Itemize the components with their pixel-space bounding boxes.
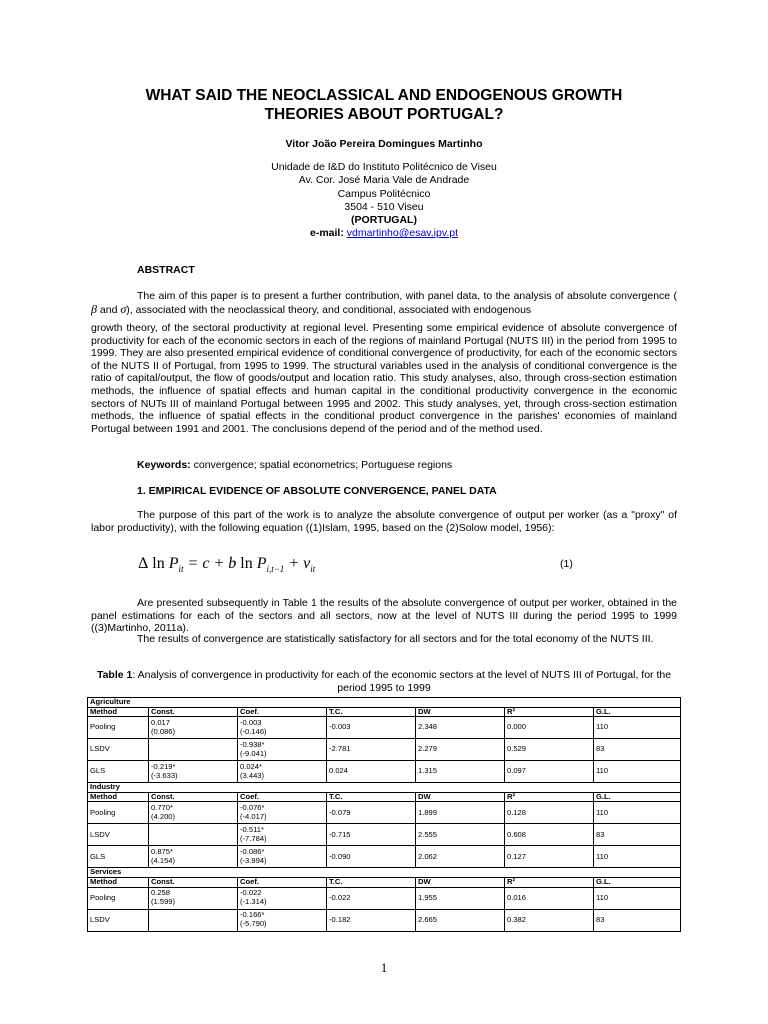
abstract-text-b: ), associated with the neoclassical theory, and conditional, associated with endogenous xyxy=(126,303,532,316)
table-cell: 0.875* (4.154) xyxy=(149,846,238,868)
results-table xyxy=(87,697,681,932)
table-cell: LSDV xyxy=(88,739,149,761)
table-cell: -0.022 xyxy=(327,887,416,909)
table-cell: -0.219* (-3.633) xyxy=(149,761,238,783)
table-cell xyxy=(149,824,238,846)
column-header: T.C. xyxy=(327,707,416,717)
table-cell: -0.086* (-3.994) xyxy=(238,846,327,868)
table-cell: 2.348 xyxy=(416,717,505,739)
author-name: Vitor João Pereira Domingues Martinho xyxy=(285,138,483,150)
table-cell: 110 xyxy=(594,846,681,868)
table-row xyxy=(88,887,681,909)
keywords-label: Keywords: xyxy=(137,459,191,471)
table-header-row xyxy=(88,877,681,887)
sector-name: Industry xyxy=(88,783,681,793)
table-sector-row xyxy=(88,698,681,708)
table-cell: 110 xyxy=(594,761,681,783)
table-cell: 110 xyxy=(594,717,681,739)
column-header: Method xyxy=(88,707,149,717)
table-header-row xyxy=(88,707,681,717)
table-cell: 0.016 xyxy=(505,887,594,909)
table-cell: 2.555 xyxy=(416,824,505,846)
table-cell: 2.062 xyxy=(416,846,505,868)
column-header: Method xyxy=(88,877,149,887)
table-cell: -0.182 xyxy=(327,909,416,931)
column-header: Coef. xyxy=(238,707,327,717)
affiliation-line: Campus Politécnico xyxy=(337,187,431,200)
table-cell: 110 xyxy=(594,887,681,909)
table-cell: 0.017 (0.086) xyxy=(149,717,238,739)
table-cell: GLS xyxy=(88,761,149,783)
table-row xyxy=(88,909,681,931)
column-header: Const. xyxy=(149,877,238,887)
table-cell xyxy=(149,739,238,761)
table-sector-row xyxy=(88,868,681,878)
column-header: T.C. xyxy=(327,792,416,802)
affiliation-line: Unidade de I&D do Instituto Politécnico de Viseu xyxy=(271,161,497,173)
abstract-and: and xyxy=(99,303,118,316)
table-cell: -0.715 xyxy=(327,824,416,846)
table-cell: LSDV xyxy=(88,909,149,931)
section1-para1: The purpose of this part of the work is to analyze the absolute convergence of output per worker (as a "proxy" of labor productivity), with the following equation ((1)Islam, 1995, based on the (2)Solow model, 1956): xyxy=(91,509,677,534)
table-cell: 0.258 (1.599) xyxy=(149,887,238,909)
table-cell: -2.781 xyxy=(327,739,416,761)
table-cell: 0.608 xyxy=(505,824,594,846)
affiliation-line: Av. Cor. José Maria Vale de Andrade xyxy=(298,174,470,187)
sector-name: Agriculture xyxy=(88,698,681,708)
keywords-text: convergence; spatial econometrics; Portuguese regions xyxy=(193,459,453,471)
table-cell: GLS xyxy=(88,846,149,868)
table-cell: 0.127 xyxy=(505,846,594,868)
section1-heading: 1. EMPIRICAL EVIDENCE OF ABSOLUTE CONVERGENCE, PANEL DATA xyxy=(137,485,497,497)
table-cell: -0.166* (-5.790) xyxy=(238,909,327,931)
column-header: G.L. xyxy=(594,707,681,717)
table-header-row xyxy=(88,792,681,802)
paper-title xyxy=(80,86,688,124)
column-header: DW xyxy=(416,792,505,802)
table-cell: 0.000 xyxy=(505,717,594,739)
affiliation-block xyxy=(80,161,688,241)
equation-number: (1) xyxy=(560,558,573,570)
table-cell: 2.665 xyxy=(416,909,505,931)
table-cell: -0.090 xyxy=(327,846,416,868)
email-link[interactable]: vdmartinho@esav.ipv.pt xyxy=(346,227,458,240)
table-cell: -0.938* (-9.041) xyxy=(238,739,327,761)
table1-caption-text: : Analysis of convergence in productivity for each of the economic sectors at the level of NUTS III of Portugal, for the period 1995 to 1999 xyxy=(132,669,672,694)
table-cell xyxy=(149,909,238,931)
table-cell: 0.382 xyxy=(505,909,594,931)
email-line xyxy=(80,227,688,240)
table-cell: -0.003 xyxy=(327,717,416,739)
table-cell: Pooling xyxy=(88,802,149,824)
column-header: R² xyxy=(505,707,594,717)
sector-name: Services xyxy=(88,868,681,878)
convergence-equation: Δ $\ln P_{it} = c + b$ $\ln P_{i,t-1} + v_{it}$ xyxy=(138,555,316,575)
table-cell: 1.955 xyxy=(416,887,505,909)
table-cell: 1.315 xyxy=(416,761,505,783)
table-row xyxy=(88,717,681,739)
table-cell: -0.003 (-0.146) xyxy=(238,717,327,739)
abstract-text-a: The aim of this paper is to present a further contribution, with panel data, to the analysis of absolute convergence ( xyxy=(137,290,677,302)
table-cell: 0.024* (3.443) xyxy=(238,761,327,783)
title-line-1: WHAT SAID THE NEOCLASSICAL AND ENDOGENOUS GROWTH xyxy=(145,87,623,104)
beta-symbol: β xyxy=(91,301,97,316)
table-row xyxy=(88,824,681,846)
email-label: e-mail: xyxy=(310,227,344,240)
column-header: Coef. xyxy=(238,792,327,802)
table-cell: 1.899 xyxy=(416,802,505,824)
table-cell: 83 xyxy=(594,909,681,931)
section1-para3: The results of convergence are statistically satisfactory for all sectors and for the total economy of the NUTS III. xyxy=(137,633,654,645)
column-header: R² xyxy=(505,877,594,887)
table-cell: -0.511* (-7.784) xyxy=(238,824,327,846)
table-cell: -0.076* (-4.017) xyxy=(238,802,327,824)
abstract-text-part1 xyxy=(91,290,677,316)
page-number: 1 xyxy=(380,960,388,975)
column-header: R² xyxy=(505,792,594,802)
abstract-heading: ABSTRACT xyxy=(137,264,195,276)
table-cell: 0.024 xyxy=(327,761,416,783)
column-header: DW xyxy=(416,707,505,717)
table-cell: 0.097 xyxy=(505,761,594,783)
table-cell: 0.128 xyxy=(505,802,594,824)
column-header: G.L. xyxy=(594,792,681,802)
column-header: Const. xyxy=(149,707,238,717)
affiliation-line: 3504 - 510 Viseu xyxy=(344,200,424,213)
table-cell: LSDV xyxy=(88,824,149,846)
table-sector-row xyxy=(88,783,681,793)
table-cell: 83 xyxy=(594,739,681,761)
table-cell: Pooling xyxy=(88,717,149,739)
table-row xyxy=(88,739,681,761)
table-cell: 2.279 xyxy=(416,739,505,761)
section1-para2: Are presented subsequently in Table 1 the results of the absolute convergence of output per worker, obtained in the panel estimations for each of the sectors and all sectors, now at the level of NUTS III during the period 1995 to 1999 ((3)Martinho, 2011a). xyxy=(91,597,677,635)
column-header: Coef. xyxy=(238,877,327,887)
table-row xyxy=(88,761,681,783)
table-cell: -0.079 xyxy=(327,802,416,824)
table-row xyxy=(88,802,681,824)
abstract-text-part2: growth theory, of the sectoral productivity at regional level. Presenting some empirical evidence of absolute convergence of productivity for each of the economic sectors in each of the regions of mainland Portugal (NUTS III) in the period from 1995 to 1999. They are also presented empirical evidence of conditional convergence of productivity, for each of the economic sectors of the NUTS II of Portugal, from 1995 to 1999. The structural variables used in the analysis of conditional convergence is the ratio of capital/output, the flow of goods/output and location ratio. This study analyses, also, through cross-section estimation methods, the influence of spatial effects and human capital in the conditional productivity convergence in the economic sectors of NUTs III of mainland Portugal between 1995 and 2002. This study analyses, yet, through cross-section estimation methods, the influence of spatial effects in the conditional product convergence in the parishes' economies of mainland Portugal between 1991 and 2001. The conclusions depend of the period and of the method used. xyxy=(91,322,677,435)
table-cell: 0.770* (4.200) xyxy=(149,802,238,824)
keywords-line xyxy=(137,459,677,472)
column-header: DW xyxy=(416,877,505,887)
column-header: Const. xyxy=(149,792,238,802)
column-header: G.L. xyxy=(594,877,681,887)
table-cell: -0.022 (-1.314) xyxy=(238,887,327,909)
table-row xyxy=(88,846,681,868)
table-cell: Pooling xyxy=(88,887,149,909)
affiliation-country: (PORTUGAL) xyxy=(351,214,417,227)
table-cell: 0.529 xyxy=(505,739,594,761)
column-header: T.C. xyxy=(327,877,416,887)
table-cell: 83 xyxy=(594,824,681,846)
table1-label: Table 1 xyxy=(96,669,133,681)
title-line-2: THEORIES ABOUT PORTUGAL? xyxy=(264,106,504,123)
sigma-symbol: σ xyxy=(120,301,127,316)
table1-caption xyxy=(96,669,672,695)
table-cell: 110 xyxy=(594,802,681,824)
column-header: Method xyxy=(88,792,149,802)
